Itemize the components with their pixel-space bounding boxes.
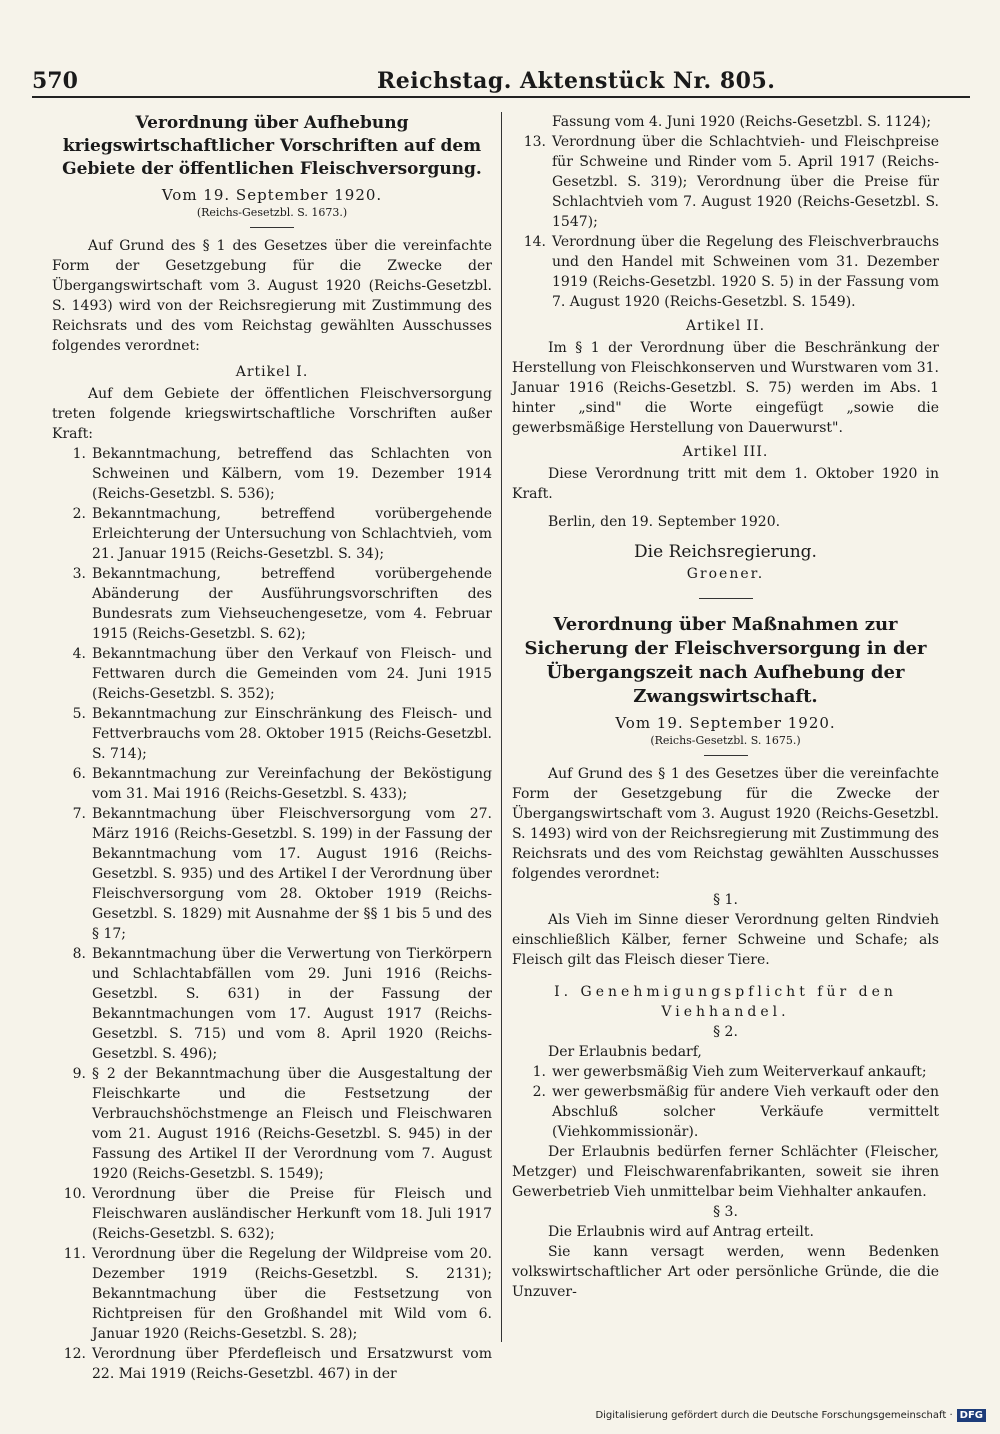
list-item — [512, 232, 939, 312]
decree-intro: Auf Grund des § 1 des Gesetzes über die vereinfachte Form der Gesetzgebung für die Zwecke der Übergangswirtschaft vom 3. August 1920 (Reichs-Gesetzbl. S. 1493) wird von der Reichsregierung mit Zustimmung des Reichsrats und des vom Reichstag gewählten Ausschusses folgendes verordnet: — [512, 766, 939, 882]
list-text: Bekanntmachung über Fleischversorgung vom 27. März 1916 (Reichs-Gesetzbl. S. 199) in der Fassung der Bekanntmachung vom 17. August 1916 (Reichs-Gesetzbl. S. 935) und des Artikel I der Verordnung über Fleischversorgung vom 28. Oktober 1919 (Reichs-Gesetzbl. S. 1829) mit Ausnahme der §§ 1 bis 5 und des § 17; — [92, 806, 492, 942]
running-title: Reichstag. Aktenstück Nr. 805. — [377, 68, 776, 94]
list-number: 4. — [72, 646, 86, 662]
decree-date: Vom 19. September 1920. — [615, 714, 836, 732]
list-continuation: Fassung vom 4. Juni 1920 (Reichs-Gesetzbl. S. 1124); — [552, 114, 932, 130]
list-number: 14. — [523, 234, 546, 250]
list-text: Bekanntmachung, betreffend vorübergehende Abänderung der Ausführungsvorschriften des Bundesrats zum Viehseuchengesetze, vom 4. Februar 1915 (Reichs-Gesetzbl. S. 62); — [92, 566, 492, 642]
paragraph-heading: § 1. — [713, 892, 738, 908]
decree-reference: (Reichs-Gesetzbl. S. 1675.) — [650, 734, 801, 747]
list-item — [52, 644, 492, 704]
paragraph-text: Die Erlaubnis wird auf Antrag erteilt. — [548, 1224, 814, 1240]
dfg-logo: DFG — [957, 1409, 986, 1422]
list-text: Bekanntmachung, betreffend das Schlachten von Schweinen und Kälbern, vom 19. Dezember 1914 (Reichs-Gesetzbl. S. 536); — [92, 446, 492, 502]
place-date: Berlin, den 19. September 1920. — [548, 514, 781, 530]
list-number: 2. — [532, 1084, 546, 1100]
credit-text: Digitalisierung gefördert durch die Deutsche Forschungsgemeinschaft · — [595, 1410, 953, 1421]
list-item — [52, 1344, 492, 1384]
article-heading: Artikel I. — [235, 364, 309, 380]
list-number: 13. — [523, 134, 546, 150]
list-item — [512, 1062, 939, 1082]
list-text: Verordnung über die Schlachtvieh- und Fleischpreise für Schweine und Rinder vom 5. April 1917 (Reichs-Gesetzbl. S. 319); Verordnung über die Preise für Schlachtvieh vom 7. August 1920 (Reichs-Gesetzbl. S. 1547); — [552, 134, 939, 230]
list-text: § 2 der Bekanntmachung über die Ausgestaltung der Fleischkarte und die Festsetzung der Verbrauchshöchstmenge an Fleisch und Fleischwaren vom 21. August 1916 (Reichs-Gesetzbl. S. 945) in der Fassung des Artikel II der Verordnung vom 7. August 1920 (Reichs-Gesetzbl. S. 1549); — [92, 1066, 492, 1182]
list-text: Bekanntmachung zur Vereinfachung der Beköstigung vom 31. Mai 1916 (Reichs-Gesetzbl. S. 433); — [92, 766, 492, 802]
page-number: 570 — [32, 68, 78, 94]
list-number: 3. — [72, 566, 86, 582]
list-number: 9. — [72, 1066, 86, 1082]
column-divider — [501, 112, 502, 1342]
left-column — [52, 112, 492, 1384]
paragraph-heading: § 3. — [713, 1204, 738, 1220]
signature-authority: Die Reichsregierung. — [634, 542, 817, 562]
decree-title: Verordnung über Maßnahmen zur Sicherung der Fleischversorgung in der Übergangszeit nach Aufhebung der Zwangswirtschaft. — [524, 614, 927, 707]
list-number: 5. — [72, 706, 86, 722]
decree-date: Vom 19. September 1920. — [161, 186, 383, 204]
list-item — [512, 1082, 939, 1142]
list-item — [52, 764, 492, 804]
list-number: 8. — [72, 946, 86, 962]
decree-title: Verordnung über Aufhebung kriegswirtschaftlicher Vorschriften auf dem Gebiete der öffentlichen Fleischversorgung. — [62, 113, 482, 179]
article-heading: Artikel III. — [682, 444, 769, 460]
signer-name: Groener. — [686, 566, 765, 582]
list-text: Verordnung über Pferdefleisch und Ersatzwurst vom 22. Mai 1919 (Reichs-Gesetzbl. 467) in der — [92, 1346, 492, 1382]
list-number: 12. — [63, 1346, 86, 1362]
list-number: 6. — [72, 766, 86, 782]
decree-reference: (Reichs-Gesetzbl. S. 1673.) — [196, 206, 348, 219]
list-text: Bekanntmachung über den Verkauf von Fleisch- und Fettwaren durch die Gemeinden vom 24. Juni 1915 (Reichs-Gesetzbl. S. 352); — [92, 646, 492, 702]
list-item — [52, 1244, 492, 1344]
article-text: Diese Verordnung tritt mit dem 1. Oktober 1920 in Kraft. — [512, 466, 939, 502]
digitization-credit — [595, 1409, 986, 1422]
decree-intro: Auf Grund des § 1 des Gesetzes über die vereinfachte Form der Gesetzgebung für die Zwecke der Übergangswirtschaft vom 3. August 1920 (Reichs-Gesetzbl. S. 1493) wird von der Reichsregierung mit Zustimmung des Reichsrats und des vom Reichstag gewählten Ausschusses folgendes verordnet: — [52, 238, 492, 354]
list-number: 2. — [72, 506, 86, 522]
section-rule — [704, 755, 748, 756]
list-text: wer gewerbsmäßig Vieh zum Weiterverkauf ankauft; — [552, 1064, 927, 1080]
paragraph-text: Der Erlaubnis bedürfen ferner Schlächter (Fleischer, Metzger) und Fleischwarenfabrikanten, soweit sie ihren Gewerbetrieb Vieh unmittelbar beim Viehhalter ankaufen. — [512, 1144, 939, 1200]
repealed-list — [52, 444, 492, 1384]
paragraph-heading: § 2. — [713, 1024, 738, 1040]
list-item — [52, 564, 492, 644]
paragraph-text: Als Vieh im Sinne dieser Verordnung gelten Rindvieh einschließlich Kälber, ferner Schweine und Schafe; als Fleisch gilt das Fleisch dieser Tiere. — [512, 912, 939, 968]
list-text: Verordnung über die Regelung der Wildpreise vom 20. Dezember 1919 (Reichs-Gesetzbl. S. 2131); Bekanntmachung über die Festsetzung von Richtpreisen für den Großhandel mit Wild vom 6. Januar 1920 (Reichs-Gesetzbl. S. 28); — [92, 1246, 492, 1342]
list-item — [52, 1184, 492, 1244]
paragraph-lead: Der Erlaubnis bedarf, — [548, 1044, 702, 1060]
list-text: Verordnung über die Preise für Fleisch und Fleischwaren ausländischer Herkunft vom 18. Juli 1917 (Reichs-Gesetzbl. S. 632); — [92, 1186, 492, 1242]
list-number: 10. — [63, 1186, 86, 1202]
article-text: Im § 1 der Verordnung über die Beschränkung der Herstellung von Fleischkonserven und Wurstwaren vom 31. Januar 1916 (Reichs-Gesetzbl. S. 75) werden im Abs. 1 hinter „sind" die Worte eingefügt „sowie die gewerbsmäßige Herstellung von Dauerwurst". — [512, 340, 939, 436]
permit-list — [512, 1062, 939, 1142]
list-text: Bekanntmachung, betreffend vorübergehende Erleichterung der Untersuchung von Schlachtvieh, vom 21. Januar 1915 (Reichs-Gesetzbl. S. 34); — [92, 506, 492, 562]
paragraph-text: Sie kann versagt werden, wenn Bedenken volkswirtschaftlicher Art oder persönliche Gründe, die die Unzuver- — [512, 1244, 939, 1300]
list-item — [52, 704, 492, 764]
list-item — [52, 1064, 492, 1184]
article-text: Auf dem Gebiete der öffentlichen Fleischversorgung treten folgende kriegswirtschaftliche Vorschriften außer Kraft: — [52, 386, 492, 442]
list-number: 1. — [72, 446, 86, 462]
list-text: Bekanntmachung zur Einschränkung des Fleisch- und Fettverbrauchs vom 28. Oktober 1915 (Reichs-Gesetzbl. S. 714); — [92, 706, 492, 762]
list-text: Bekanntmachung über die Verwertung von Tierkörpern und Schlachtabfällen vom 29. Juni 1916 (Reichs-Gesetzbl. S. 631) in der Fassung der Bekanntmachungen vom 17. August 1917 (Reichs-Gesetzbl. S. 715) und vom 8. April 1920 (Reichs-Gesetzbl. S. 496); — [92, 946, 492, 1062]
list-number: 11. — [63, 1246, 86, 1262]
list-item — [52, 804, 492, 944]
list-text: wer gewerbsmäßig für andere Vieh verkauft oder den Abschluß solcher Verkäufe vermittelt (Viehkommissionär). — [552, 1084, 939, 1140]
list-number: 7. — [72, 806, 86, 822]
list-item — [512, 132, 939, 232]
list-item — [52, 444, 492, 504]
list-item — [52, 944, 492, 1064]
list-number: 1. — [532, 1064, 546, 1080]
section-heading: I. Genehmigungspflicht für den Viehhandel. — [554, 984, 897, 1020]
repealed-list-continued — [512, 132, 939, 312]
list-item — [52, 504, 492, 564]
list-text: Verordnung über die Regelung des Fleischverbrauchs und den Handel mit Schweinen vom 31. Dezember 1919 (Reichs-Gesetzbl. 1920 S. 5) in der Fassung vom 7. August 1920 (Reichs-Gesetzbl. S. 1549). — [552, 234, 939, 310]
page-header — [32, 64, 776, 100]
article-heading: Artikel II. — [685, 318, 766, 334]
header-rule — [32, 96, 970, 98]
section-rule — [699, 598, 753, 599]
right-column — [512, 112, 939, 1302]
section-rule — [250, 227, 294, 228]
